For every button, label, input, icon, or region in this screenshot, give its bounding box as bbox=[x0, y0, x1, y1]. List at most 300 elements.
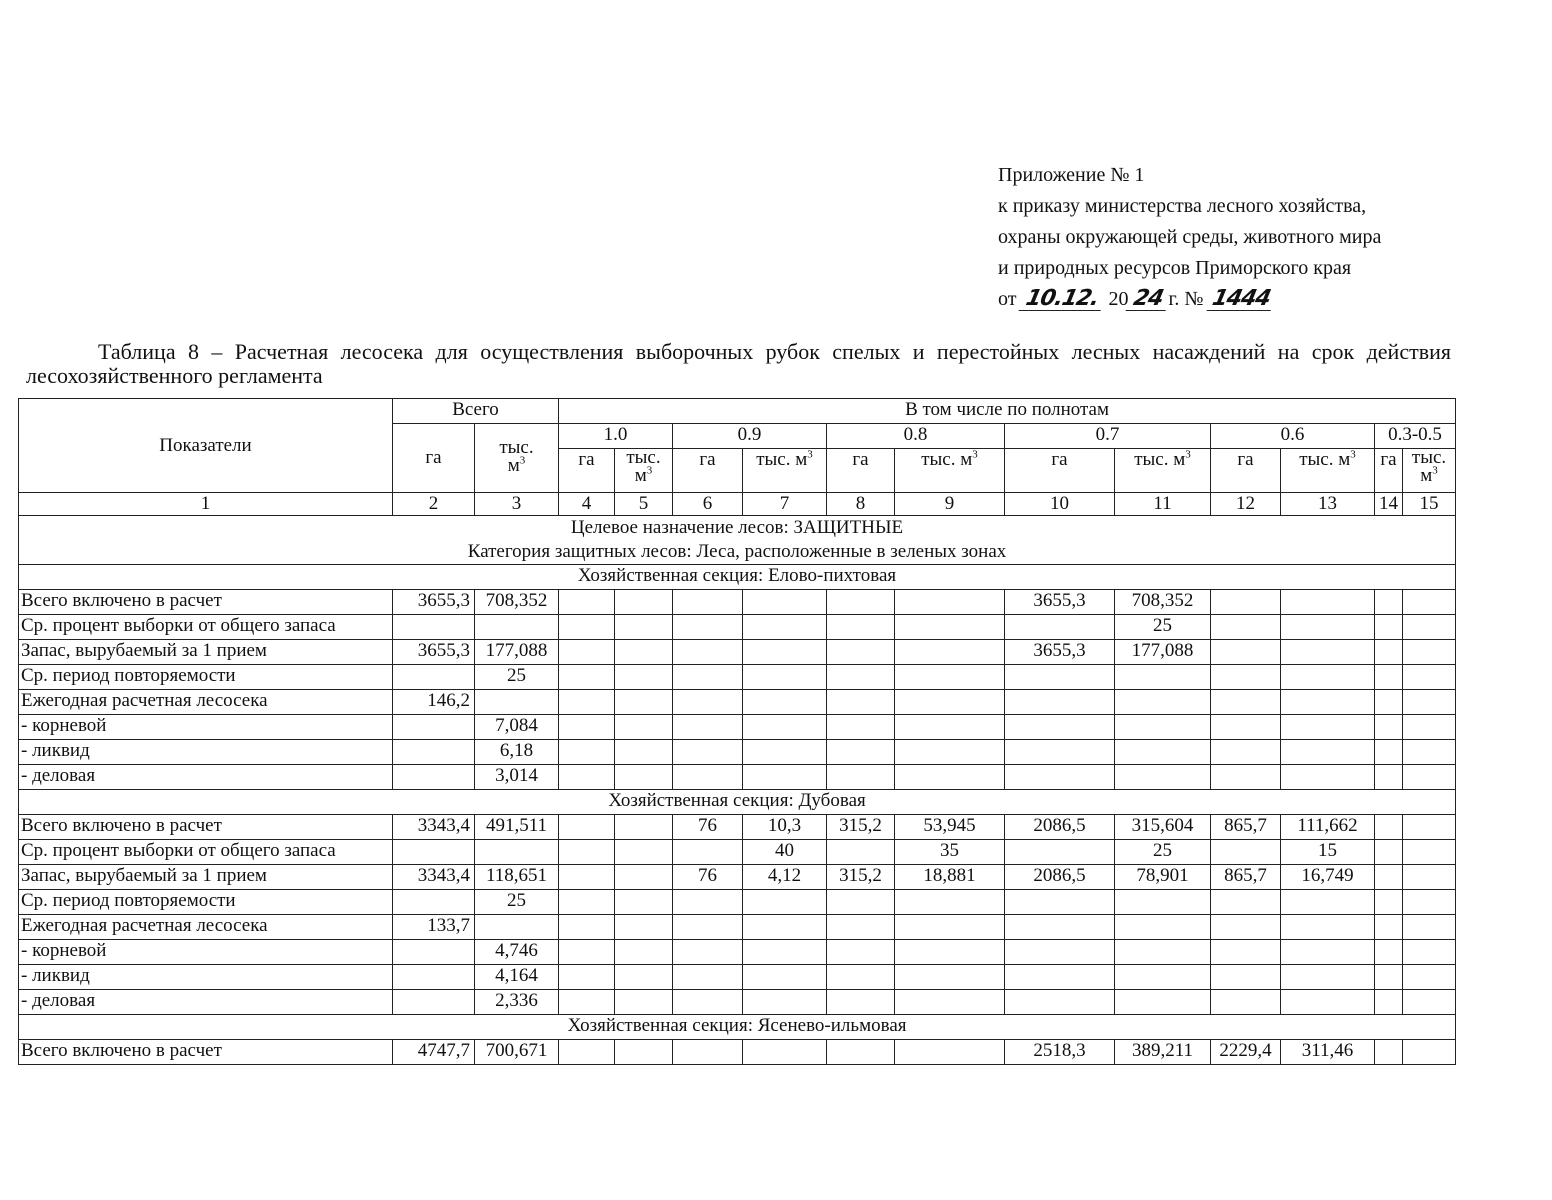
handwritten-year: 24 bbox=[1126, 288, 1171, 311]
table-cell bbox=[1211, 940, 1281, 965]
table-cell bbox=[1005, 740, 1115, 765]
table-cell bbox=[615, 840, 673, 865]
table-cell: 6,18 bbox=[475, 740, 559, 765]
table-cell: 311,46 bbox=[1281, 1040, 1375, 1065]
table-cell bbox=[393, 665, 475, 690]
table-cell bbox=[1281, 640, 1375, 665]
table-cell bbox=[827, 640, 895, 665]
table-cell bbox=[1211, 715, 1281, 740]
table-cell: 111,662 bbox=[1281, 815, 1375, 840]
table-cell bbox=[743, 1040, 827, 1065]
table-cell bbox=[475, 690, 559, 715]
table-cell: 118,651 bbox=[475, 865, 559, 890]
table-cell bbox=[1403, 640, 1456, 665]
table-cell bbox=[1403, 715, 1456, 740]
annex-block bbox=[998, 160, 1518, 315]
table-cell bbox=[1211, 690, 1281, 715]
table-cell bbox=[1375, 990, 1403, 1015]
table-cell: 177,088 bbox=[1115, 640, 1211, 665]
header-including: В том числе по полнотам bbox=[559, 399, 1456, 424]
table-cell: 146,2 bbox=[393, 690, 475, 715]
table-cell bbox=[895, 715, 1005, 740]
table-cell bbox=[475, 840, 559, 865]
table-cell: 76 bbox=[673, 815, 743, 840]
table-cell bbox=[559, 840, 615, 865]
table-cell bbox=[1211, 915, 1281, 940]
table-cell bbox=[1375, 640, 1403, 665]
column-number-row bbox=[19, 493, 1456, 516]
row-label: Ежегодная расчетная лесосека bbox=[19, 915, 393, 940]
column-number: 1 bbox=[19, 493, 393, 516]
table-cell bbox=[393, 965, 475, 990]
table-cell bbox=[559, 990, 615, 1015]
table-cell bbox=[743, 615, 827, 640]
table-cell bbox=[1281, 990, 1375, 1015]
table-row bbox=[19, 965, 1456, 990]
table-cell: 4,164 bbox=[475, 965, 559, 990]
table-cell bbox=[1281, 715, 1375, 740]
table-cell bbox=[743, 765, 827, 790]
unit-ha: га bbox=[827, 449, 895, 493]
table-cell: 389,211 bbox=[1115, 1040, 1211, 1065]
table-cell bbox=[1375, 665, 1403, 690]
table-cell: 4747,7 bbox=[393, 1040, 475, 1065]
table-cell bbox=[559, 690, 615, 715]
table-cell: 865,7 bbox=[1211, 865, 1281, 890]
table-cell bbox=[1403, 615, 1456, 640]
header-total-ha: га bbox=[393, 424, 475, 493]
unit-thous-m3: тыс. $м^3$ bbox=[1281, 449, 1375, 493]
table-cell bbox=[393, 765, 475, 790]
column-number: 10 bbox=[1005, 493, 1115, 516]
table-cell bbox=[895, 990, 1005, 1015]
row-label: - деловая bbox=[19, 990, 393, 1015]
table-cell: 177,088 bbox=[475, 640, 559, 665]
table-cell bbox=[615, 940, 673, 965]
table-cell bbox=[1281, 665, 1375, 690]
annex-line-4: и природных ресурсов Приморского края bbox=[998, 257, 1352, 279]
table-cell bbox=[615, 740, 673, 765]
density-0-8: 0.8 bbox=[827, 424, 1005, 449]
table-cell bbox=[743, 940, 827, 965]
table-cell bbox=[615, 990, 673, 1015]
table-cell bbox=[1281, 615, 1375, 640]
table-cell bbox=[1115, 740, 1211, 765]
table-cell bbox=[1115, 690, 1211, 715]
row-label: Всего включено в расчет bbox=[19, 815, 393, 840]
table-cell: 708,352 bbox=[475, 590, 559, 615]
row-label: Всего включено в расчет bbox=[19, 1040, 393, 1065]
year-prefix: 20 bbox=[1108, 288, 1129, 310]
table-cell bbox=[615, 765, 673, 790]
table-cell: 2086,5 bbox=[1005, 865, 1115, 890]
table-cell bbox=[895, 890, 1005, 915]
annex-date-line bbox=[998, 284, 1518, 315]
table-cell bbox=[1211, 615, 1281, 640]
column-number: 12 bbox=[1211, 493, 1281, 516]
unit-thous-m3: тыс. $м^3$ bbox=[615, 449, 673, 493]
table-row bbox=[19, 940, 1456, 965]
table-cell bbox=[1375, 815, 1403, 840]
table-cell bbox=[559, 965, 615, 990]
table-cell bbox=[827, 965, 895, 990]
table-cell bbox=[827, 665, 895, 690]
column-number: 11 bbox=[1115, 493, 1211, 516]
column-number: 8 bbox=[827, 493, 895, 516]
table-caption: Таблица 8 – Расчетная лесосека для осуществления выборочных рубок спелых и перестойных лесных насаждений на срок действия лесохозяйственного регламента bbox=[26, 339, 1451, 388]
table-cell bbox=[895, 915, 1005, 940]
table-cell: 35 bbox=[895, 840, 1005, 865]
table-cell bbox=[1375, 965, 1403, 990]
table-cell bbox=[895, 640, 1005, 665]
row-label: Ср. процент выборки от общего запаса bbox=[19, 840, 393, 865]
table-cell bbox=[615, 965, 673, 990]
table-cell bbox=[393, 840, 475, 865]
annex-line-2: к приказу министерства лесного хозяйства, bbox=[998, 195, 1367, 217]
table-cell bbox=[1375, 690, 1403, 715]
table-cell: 25 bbox=[1115, 840, 1211, 865]
table-cell bbox=[673, 615, 743, 640]
column-number: 9 bbox=[895, 493, 1005, 516]
table-cell: 18,881 bbox=[895, 865, 1005, 890]
table-cell bbox=[895, 665, 1005, 690]
table-cell bbox=[827, 840, 895, 865]
table-cell bbox=[673, 990, 743, 1015]
table-cell bbox=[1375, 590, 1403, 615]
table-cell bbox=[1115, 715, 1211, 740]
table-cell bbox=[1211, 590, 1281, 615]
table-cell bbox=[1211, 840, 1281, 865]
table-cell: 315,604 bbox=[1115, 815, 1211, 840]
table-cell bbox=[1403, 965, 1456, 990]
table-cell bbox=[673, 765, 743, 790]
row-label: - корневой bbox=[19, 940, 393, 965]
column-number: 6 bbox=[673, 493, 743, 516]
table-row bbox=[19, 915, 1456, 940]
category-text: Категория защитных лесов: Леса, расположенные в зеленых зонах bbox=[467, 541, 1007, 562]
unit-ha: га bbox=[1375, 449, 1403, 493]
table-cell bbox=[559, 890, 615, 915]
annex-line-3: охраны окружающей среды, животного мира bbox=[998, 226, 1382, 248]
table-cell bbox=[1281, 690, 1375, 715]
table-cell: 3,014 bbox=[475, 765, 559, 790]
table-cell bbox=[1005, 990, 1115, 1015]
table-cell: 10,3 bbox=[743, 815, 827, 840]
table-cell bbox=[1005, 615, 1115, 640]
unit-ha: га bbox=[1211, 449, 1281, 493]
table-cell bbox=[895, 1040, 1005, 1065]
table-cell bbox=[673, 590, 743, 615]
row-label: - деловая bbox=[19, 765, 393, 790]
unit-ha: га bbox=[1005, 449, 1115, 493]
table-row bbox=[19, 615, 1456, 640]
table-cell bbox=[615, 815, 673, 840]
cutting-area-table bbox=[18, 398, 1456, 1065]
table-cell bbox=[1375, 940, 1403, 965]
header-total: Всего bbox=[393, 399, 559, 424]
table-cell bbox=[895, 940, 1005, 965]
unit-ha: га bbox=[559, 449, 615, 493]
table-cell bbox=[1403, 690, 1456, 715]
table-cell bbox=[1005, 840, 1115, 865]
table-cell: 133,7 bbox=[393, 915, 475, 940]
table-cell bbox=[743, 740, 827, 765]
table-cell bbox=[615, 615, 673, 640]
row-label: - корневой bbox=[19, 715, 393, 740]
table-cell: 315,2 bbox=[827, 865, 895, 890]
table-cell: 2518,3 bbox=[1005, 1040, 1115, 1065]
table-cell bbox=[1005, 940, 1115, 965]
table-cell: 76 bbox=[673, 865, 743, 890]
table-cell: 3655,3 bbox=[393, 640, 475, 665]
table-cell bbox=[559, 640, 615, 665]
row-label: Ср. процент выборки от общего запаса bbox=[19, 615, 393, 640]
table-cell bbox=[1403, 590, 1456, 615]
row-label: Запас, вырубаемый за 1 прием bbox=[19, 865, 393, 890]
table-cell bbox=[673, 740, 743, 765]
table-cell bbox=[1281, 740, 1375, 765]
table-cell bbox=[1005, 965, 1115, 990]
table-cell bbox=[673, 840, 743, 865]
density-0-3-0-5: 0.3-0.5 bbox=[1375, 424, 1456, 449]
row-label: Ежегодная расчетная лесосека bbox=[19, 690, 393, 715]
table-cell bbox=[827, 690, 895, 715]
column-number: 5 bbox=[615, 493, 673, 516]
table-cell bbox=[615, 715, 673, 740]
table-cell bbox=[559, 615, 615, 640]
table-cell bbox=[895, 590, 1005, 615]
unit-thous-m3: тыс. $м^3$ bbox=[743, 449, 827, 493]
handwritten-number: 1444 bbox=[1206, 288, 1275, 311]
table-cell: 315,2 bbox=[827, 815, 895, 840]
column-number: 14 bbox=[1375, 493, 1403, 516]
density-1-0: 1.0 bbox=[559, 424, 673, 449]
table-cell bbox=[1211, 740, 1281, 765]
row-label: Всего включено в расчет bbox=[19, 590, 393, 615]
table-cell bbox=[827, 590, 895, 615]
header-indicators: Показатели bbox=[19, 399, 393, 493]
table-cell bbox=[615, 690, 673, 715]
table-cell bbox=[475, 915, 559, 940]
table-cell bbox=[393, 715, 475, 740]
table-cell bbox=[673, 915, 743, 940]
table-cell bbox=[1403, 765, 1456, 790]
table-cell bbox=[393, 740, 475, 765]
table-cell bbox=[1281, 915, 1375, 940]
table-cell: 865,7 bbox=[1211, 815, 1281, 840]
table-cell bbox=[559, 740, 615, 765]
row-label: Запас, вырубаемый за 1 прием bbox=[19, 640, 393, 665]
table-cell: 2086,5 bbox=[1005, 815, 1115, 840]
unit-thous-m3: тыс. $м^3$ bbox=[1115, 449, 1211, 493]
table-cell bbox=[559, 765, 615, 790]
table-cell bbox=[615, 1040, 673, 1065]
table-row bbox=[19, 640, 1456, 665]
table-cell bbox=[1375, 615, 1403, 640]
table-cell bbox=[1115, 940, 1211, 965]
table-cell bbox=[1115, 915, 1211, 940]
table-cell bbox=[673, 690, 743, 715]
table-cell bbox=[827, 915, 895, 940]
table-cell bbox=[827, 1040, 895, 1065]
density-0-9: 0.9 bbox=[673, 424, 827, 449]
table-cell bbox=[1281, 590, 1375, 615]
table-cell bbox=[393, 990, 475, 1015]
table-cell bbox=[827, 740, 895, 765]
purpose-text: Целевое назначение лесов: ЗАЩИТНЫЕ bbox=[570, 517, 904, 538]
table-cell bbox=[393, 615, 475, 640]
unit-ha: га bbox=[673, 449, 743, 493]
table-cell bbox=[1375, 740, 1403, 765]
table-cell: 15 bbox=[1281, 840, 1375, 865]
row-label: - ликвид bbox=[19, 740, 393, 765]
table-row bbox=[19, 665, 1456, 690]
table-cell bbox=[1375, 840, 1403, 865]
table-cell bbox=[615, 590, 673, 615]
table-cell bbox=[559, 665, 615, 690]
table-cell bbox=[1403, 865, 1456, 890]
unit-thous-m3: тыс. $м^3$ bbox=[895, 449, 1005, 493]
table-row bbox=[19, 840, 1456, 865]
table-cell: 3655,3 bbox=[1005, 640, 1115, 665]
date-prefix: от bbox=[998, 288, 1017, 310]
table-cell bbox=[1115, 990, 1211, 1015]
table-cell bbox=[1403, 740, 1456, 765]
table-cell bbox=[1005, 690, 1115, 715]
table-cell bbox=[1281, 765, 1375, 790]
table-cell bbox=[673, 640, 743, 665]
table-cell: 7,084 bbox=[475, 715, 559, 740]
table-cell bbox=[559, 715, 615, 740]
number-prefix: г. № bbox=[1168, 288, 1204, 310]
table-cell bbox=[673, 890, 743, 915]
annex-line-1: Приложение № 1 bbox=[998, 164, 1145, 186]
table-cell bbox=[559, 1040, 615, 1065]
handwritten-date: 10.12. bbox=[1019, 288, 1106, 311]
table-cell bbox=[1375, 1040, 1403, 1065]
table-cell bbox=[673, 1040, 743, 1065]
table-cell: 53,945 bbox=[895, 815, 1005, 840]
column-number: 7 bbox=[743, 493, 827, 516]
table-row bbox=[19, 715, 1456, 740]
table-cell bbox=[827, 940, 895, 965]
table-cell bbox=[1403, 940, 1456, 965]
density-0-6: 0.6 bbox=[1211, 424, 1375, 449]
table-row bbox=[19, 1040, 1456, 1065]
unit-thous-m3: тыс. $м^3$ bbox=[1403, 449, 1456, 493]
table-cell bbox=[1403, 840, 1456, 865]
table-cell bbox=[743, 990, 827, 1015]
table-cell bbox=[1005, 890, 1115, 915]
density-0-7: 0.7 bbox=[1005, 424, 1211, 449]
table-cell: 2229,4 bbox=[1211, 1040, 1281, 1065]
table-cell bbox=[1403, 815, 1456, 840]
table-row bbox=[19, 890, 1456, 915]
table-cell: 25 bbox=[1115, 615, 1211, 640]
table-cell bbox=[895, 615, 1005, 640]
table-cell: 4,746 bbox=[475, 940, 559, 965]
table-row bbox=[19, 865, 1456, 890]
table-cell bbox=[895, 765, 1005, 790]
table-cell bbox=[743, 590, 827, 615]
table-cell bbox=[475, 615, 559, 640]
table-cell bbox=[895, 965, 1005, 990]
table-cell bbox=[559, 815, 615, 840]
header-total-thous-m3: тыс. $м^3$ bbox=[475, 424, 559, 493]
table-cell bbox=[827, 765, 895, 790]
table-cell bbox=[827, 990, 895, 1015]
table-cell bbox=[1115, 965, 1211, 990]
table-cell bbox=[1211, 665, 1281, 690]
table-cell bbox=[673, 715, 743, 740]
table-cell bbox=[1281, 890, 1375, 915]
table-row bbox=[19, 765, 1456, 790]
table-cell: 491,511 bbox=[475, 815, 559, 840]
table-cell bbox=[827, 715, 895, 740]
table-cell bbox=[615, 865, 673, 890]
section-title: Хозяйственная секция: Елово-пихтовая bbox=[19, 565, 1456, 590]
table-cell bbox=[1375, 865, 1403, 890]
table-cell bbox=[1211, 890, 1281, 915]
column-number: 2 bbox=[393, 493, 475, 516]
table-cell bbox=[743, 965, 827, 990]
table-cell bbox=[559, 590, 615, 615]
purpose-and-category bbox=[19, 516, 1456, 565]
table-row bbox=[19, 590, 1456, 615]
table-cell bbox=[1375, 765, 1403, 790]
table-cell: 4,12 bbox=[743, 865, 827, 890]
table-cell: 78,901 bbox=[1115, 865, 1211, 890]
table-cell bbox=[743, 665, 827, 690]
table-cell bbox=[615, 665, 673, 690]
table-cell bbox=[1211, 640, 1281, 665]
table-cell bbox=[743, 640, 827, 665]
table-cell: 25 bbox=[475, 890, 559, 915]
table-cell bbox=[743, 690, 827, 715]
table-cell bbox=[1211, 765, 1281, 790]
table-cell bbox=[559, 865, 615, 890]
table-cell bbox=[615, 915, 673, 940]
row-label: Ср. период повторяемости bbox=[19, 890, 393, 915]
column-number: 3 bbox=[475, 493, 559, 516]
table-cell bbox=[1115, 765, 1211, 790]
table-cell bbox=[393, 940, 475, 965]
table-cell bbox=[1375, 915, 1403, 940]
table-cell bbox=[1005, 915, 1115, 940]
table-cell bbox=[1403, 1040, 1456, 1065]
table-cell bbox=[895, 740, 1005, 765]
table-cell bbox=[1281, 940, 1375, 965]
table-cell bbox=[1005, 665, 1115, 690]
table-cell bbox=[1375, 715, 1403, 740]
row-label: Ср. период повторяемости bbox=[19, 665, 393, 690]
table-cell bbox=[1403, 990, 1456, 1015]
table-row bbox=[19, 815, 1456, 840]
table-cell bbox=[895, 690, 1005, 715]
table-cell bbox=[743, 715, 827, 740]
column-number: 4 bbox=[559, 493, 615, 516]
table-cell bbox=[1005, 765, 1115, 790]
table-cell: 3343,4 bbox=[393, 815, 475, 840]
table-cell bbox=[1115, 665, 1211, 690]
table-row bbox=[19, 990, 1456, 1015]
table-cell: 708,352 bbox=[1115, 590, 1211, 615]
table-cell bbox=[559, 940, 615, 965]
table-cell: 3655,3 bbox=[393, 590, 475, 615]
table-cell: 700,671 bbox=[475, 1040, 559, 1065]
table-cell bbox=[1281, 965, 1375, 990]
table-cell bbox=[827, 890, 895, 915]
